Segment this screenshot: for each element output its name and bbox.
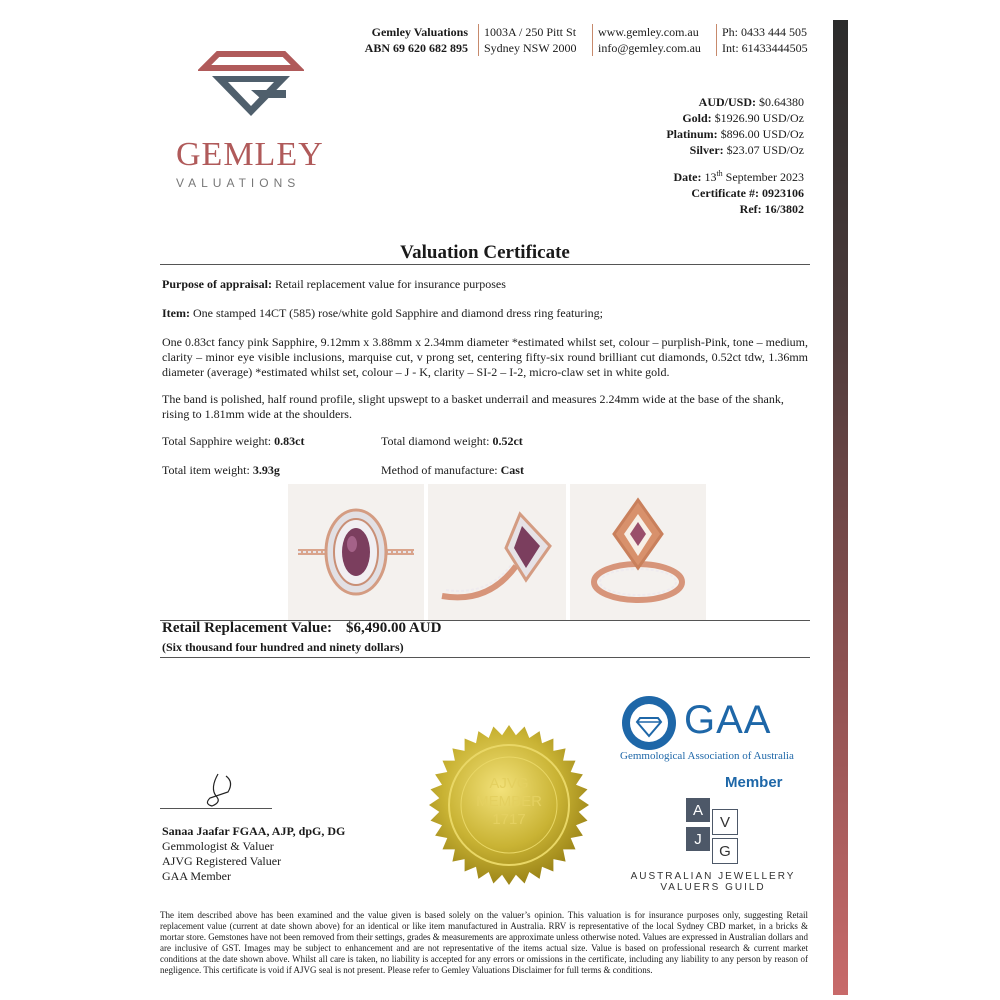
seal-line2: MEMBER: [476, 793, 542, 810]
item-weight: Total item weight: 3.93g: [162, 463, 280, 477]
address-line2: Sydney NSW 2000: [484, 41, 577, 55]
gaa-name: GAA: [684, 698, 772, 742]
ajvg-letter-g: G: [712, 838, 738, 864]
gaa-member-label: Member: [725, 774, 783, 791]
intl-phone-number: Int: 61433444505: [722, 41, 808, 55]
header-company-block: [340, 24, 468, 56]
ajvg-letter-a: A: [686, 798, 710, 822]
gaa-emblem-icon: [620, 694, 678, 752]
seal-line3: 1717: [492, 811, 526, 828]
ring-photo-side: [428, 484, 566, 620]
phone-number: Ph: 0433 444 505: [722, 25, 808, 39]
signatory-role1: Gemmologist & Valuer: [162, 839, 274, 853]
logo-name: GEMLEY: [176, 136, 324, 173]
decorative-sidebar-bar: [833, 20, 848, 995]
address-line1: 1003A / 250 Pitt St: [484, 25, 577, 39]
email-link[interactable]: info@gemley.com.au: [598, 41, 701, 55]
retail-value-words: (Six thousand four hundred and ninety dollars): [162, 640, 404, 654]
ajvg-gold-seal: [428, 724, 590, 886]
retail-value-amount: $6,490.00 AUD: [346, 620, 442, 636]
certificate-meta-block: [560, 166, 804, 217]
retail-value-label: Retail Replacement Value:: [162, 620, 332, 636]
ring-side-icon: [428, 484, 566, 620]
ring-front-icon: [288, 484, 424, 620]
item-line: Item: One stamped 14CT (585) rose/white gold Sapphire and diamond dress ring featuring;: [162, 306, 604, 320]
website-link[interactable]: www.gemley.com.au: [598, 25, 699, 39]
gemley-diamond-logo-icon: [198, 50, 304, 120]
rates-block: [560, 94, 804, 158]
header-phone-block: [716, 24, 808, 56]
header-web-block: [592, 24, 701, 56]
page-title: Valuation Certificate: [400, 242, 570, 263]
ring-back-icon: [570, 484, 706, 620]
ring-photo-back: [570, 484, 706, 620]
diamond-weight: Total diamond weight: 0.52ct: [381, 434, 523, 448]
purpose-line: Purpose of appraisal: Retail replacement value for insurance purposes: [162, 277, 506, 291]
company-name: Gemley Valuations: [371, 25, 468, 39]
gaa-full-name: Gemmological Association of Australia: [620, 750, 794, 762]
certificate-ref: Ref: 16/3802: [739, 202, 804, 216]
signatory-name: Sanaa Jaafar FGAA, AJP, dpG, DG: [162, 824, 346, 838]
company-abn: ABN 69 620 682 895: [364, 41, 468, 55]
signature-mark: [188, 770, 248, 810]
ajvg-letter-v: V: [712, 809, 738, 835]
header-address-block: [478, 24, 576, 56]
ajvg-full-name: AUSTRALIAN JEWELLERY VALUERS GUILD: [630, 871, 796, 893]
disclaimer-text: The item described above has been examined and the value given is based solely on the valuer’s opinion. This valuation is for insurance purposes only, suggesting Retail replacement value (current at date shown above) for an identical or like item manufactured in Australia. RRV is representative of the local Sydney CBD market, in a bricks & mortar store. Gemstones have not been removed from their settings, grades & measurements are approximate unless otherwise noted. Values are expressed in Australian dollars and are inclusive of GST. Images may be subject to enhancement and are not representative of the items actual size. Value is based on professional research & current market conditions at the date shown above. Whilst all care is taken, no liability is accepted for any errors or omissions in the certificate, including any liability to any person by reason of negligence. This certificate is void if AJVG seal is not present. Please refer to Gemley Valuations Disclaimer for full terms & conditions.: [160, 910, 808, 975]
ring-photo-front: [288, 484, 424, 620]
rate-aud-usd: AUD/USD: $0.64380: [698, 95, 804, 109]
ajvg-letter-j: J: [686, 827, 710, 851]
certificate-date: Date: 13th September 2023: [673, 169, 804, 184]
rate-gold: Gold: $1926.90 USD/Oz: [682, 111, 804, 125]
signatory-block: [162, 824, 345, 884]
signatory-role2: AJVG Registered Valuer: [162, 854, 282, 868]
logo-subtitle: VALUATIONS: [176, 176, 301, 190]
ajvg-logo: [686, 798, 742, 864]
sapphire-weight: Total Sapphire weight: 0.83ct: [162, 434, 305, 448]
band-description: The band is polished, half round profile, slight upswept to a basket underrail and measures 2.24mm wide at the base of the shank, rising to 1.81mm wide at the shoulders.: [162, 392, 784, 421]
manufacture-method: Method of manufacture: Cast: [381, 463, 524, 477]
rate-platinum: Platinum: $896.00 USD/Oz: [666, 127, 804, 141]
signatory-role3: GAA Member: [162, 869, 231, 883]
rate-silver: Silver: $23.07 USD/Oz: [689, 143, 804, 157]
item-description: One 0.83ct fancy pink Sapphire, 9.12mm x 3.88mm x 2.34mm diameter *estimated whilst set, colour – purplish-Pink, tone – medium, clarity – minor eye visible inclusions, marquise cut, v prong set, centering fifty-six round brilliant cut diamonds, 0.52ct tdw, 1.36mm diameter (average) *estimated whilst set, colour – J - K, clarity – SI-2 – I-2, micro-claw set in white gold.: [162, 335, 808, 379]
seal-line1: AJVG: [489, 775, 529, 792]
value-divider-bottom: [160, 657, 810, 658]
title-divider: [160, 264, 810, 265]
certificate-number: Certificate #: 0923106: [691, 186, 804, 200]
signature-line: [160, 808, 272, 809]
